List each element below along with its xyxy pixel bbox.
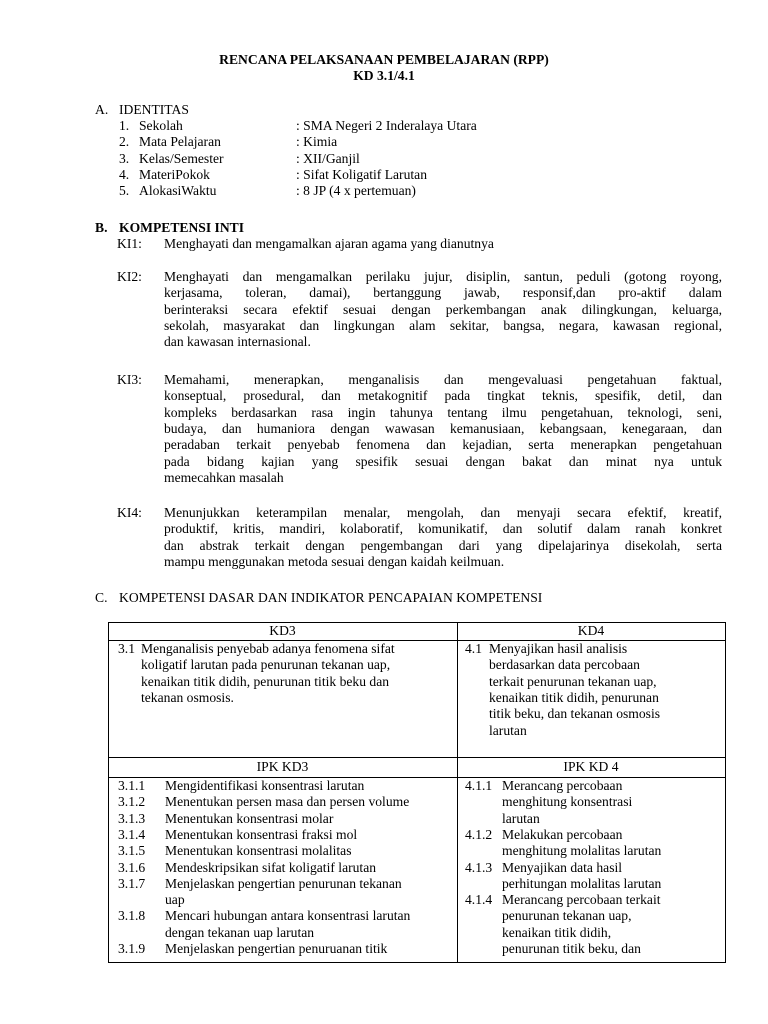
identitas-number: 4. — [119, 166, 130, 182]
kd3-text-line: koligatif larutan pada penurunan tekanan uap, — [141, 657, 391, 673]
ipk-kd3-item-number: 3.1.1 — [118, 778, 146, 793]
ipk-kd3-item-number: 3.1.9 — [118, 941, 146, 956]
identitas-label: Sekolah — [139, 118, 183, 133]
ipk-kd4-item-text-line: Menyajikan data hasil — [502, 859, 623, 875]
kd3-text-line: Menganalisis penyebab adanya fenomena sifat — [141, 641, 395, 656]
kd3-header: KD3 — [269, 623, 296, 638]
ipk-kd4-item-text-line: larutan — [502, 810, 540, 826]
section-c-heading: KOMPETENSI DASAR DAN INDIKATOR PENCAPAIAN KOMPETENSI — [119, 590, 543, 605]
kd3-text-line: kenaikan titik didih, penurunan titik beku dan — [141, 673, 390, 689]
identitas-number: 5. — [119, 183, 130, 199]
document-title: RENCANA PELAKSANAAN PEMBELAJARAN (RPP) — [219, 52, 549, 67]
ipk-kd3-item-text-line: Mendeskripsikan sifat koligatif larutan — [165, 859, 377, 875]
ipk-kd4-item-text-line: Merancang percobaan terkait — [502, 892, 661, 908]
identitas-value: : XII/Ganjil — [296, 150, 360, 166]
ipk-kd4-item-number: 4.1.3 — [465, 859, 493, 875]
table-border — [108, 622, 109, 963]
ki-text-line: dan abstrak terkait dengan pengembangan dari yang dipelajarinya disekolah, serta — [164, 537, 722, 553]
ki-text-line: konseptual, prosedural, dan metakognitif pada tingkat teknis, spesifik, detil, dan — [164, 388, 722, 404]
identitas-value: : Kimia — [296, 134, 338, 150]
identitas-label: MateriPokok — [139, 166, 210, 182]
kd4-text-line: kenaikan titik didih, penurunan — [489, 689, 659, 705]
ipk-kd4-item-text-line: perhitungan molalitas larutan — [502, 875, 662, 891]
ki-text-line: memecahkan masalah — [164, 469, 284, 485]
ipk-kd3-item-number: 3.1.6 — [118, 859, 146, 875]
table-border — [725, 622, 726, 963]
identitas-value: : 8 JP (4 x pertemuan) — [296, 183, 416, 199]
ipk-kd4-item-text-line: menghitung konsentrasi — [502, 794, 633, 810]
identitas-label: Mata Pelajaran — [139, 134, 221, 150]
ki-text-line: berinteraksi secara efektif sesuai dengan perkembangan anak dilingkungan, keluarga, — [164, 301, 722, 317]
ki-text-line: budaya, dan humaniora dengan wawasan kemanusiaan, kebangsaan, kenegaraan, dan — [164, 420, 722, 436]
ki-text-line: Menunjukkan keterampilan menalar, mengolah, dan menyaji secara efektif, kreatif, — [164, 505, 722, 520]
ki-text-line: Memahami, menerapkan, menganalisis dan mengevaluasi pengetahuan faktual, — [164, 372, 722, 387]
ipk-kd3-item-text-line: Menentukan konsentrasi molalitas — [165, 843, 352, 859]
ipk-kd4-item-number: 4.1.2 — [465, 826, 493, 842]
kd4-number: 4.1 — [465, 641, 482, 656]
kd3-text-line: tekanan osmosis. — [141, 689, 234, 705]
ipk-kd3-item-text-line: Menentukan persen masa dan persen volume — [165, 794, 410, 810]
ipk-kd3-item-text-line: Mencari hubungan antara konsentrasi larutan — [165, 908, 411, 924]
ipk-kd3-item-text-line: Menjelaskan pengertian penuruanan titik — [165, 941, 388, 956]
table-border — [108, 757, 726, 758]
table-border — [108, 962, 726, 963]
ipk-kd3-item-text-line: Menentukan konsentrasi molar — [165, 810, 334, 826]
ipk-kd4-item-text-line: penurunan titik beku, dan — [502, 941, 641, 956]
document-subtitle: KD 3.1/4.1 — [353, 68, 415, 83]
ipk-kd3-item-number: 3.1.2 — [118, 794, 146, 810]
ipk-kd4-item-text-line: kenaikan titik didih, — [502, 924, 612, 940]
ipk-kd3-item-text-line: Menjelaskan pengertian penurunan tekanan — [165, 875, 402, 891]
section-a-letter: A. — [95, 102, 109, 117]
ipk-kd3-item-number: 3.1.4 — [118, 826, 146, 842]
ipk-kd4-item-text-line: penurunan tekanan uap, — [502, 908, 632, 924]
section-c-letter: C. — [95, 590, 108, 605]
ki-text-line: kompleks berdasarkan rasa ingin tahunya tentang ilmu pengetahuan, teknologi, seni, — [164, 404, 722, 420]
section-a-heading: IDENTITAS — [119, 102, 189, 117]
ipk-kd4-header: IPK KD 4 — [563, 759, 619, 774]
ki-text-line: pada bidang kajian yang spesifik sesuai dengan bakat dan minat nya untuk — [164, 453, 722, 469]
section-b-heading: KOMPETENSI INTI — [119, 220, 245, 235]
identitas-number: 1. — [119, 118, 130, 133]
kd4-text-line: titik beku, dan tekanan osmosis — [489, 706, 661, 722]
kd4-text-line: berdasarkan data percobaan — [489, 657, 640, 673]
kd4-text-line: terkait penurunan tekanan uap, — [489, 673, 657, 689]
ipk-kd4-item-number: 4.1.4 — [465, 892, 493, 908]
identitas-label: AlokasiWaktu — [139, 183, 217, 199]
ki-text-line: dan kawasan internasional. — [164, 334, 311, 350]
ipk-kd3-item-text-line: uap — [165, 892, 185, 908]
ipk-kd3-item-text-line: Mengidentifikasi konsentrasi larutan — [165, 778, 365, 793]
ipk-kd3-item-text-line: Menentukan konsentrasi fraksi mol — [165, 826, 358, 842]
kd4-text-line: larutan — [489, 722, 527, 738]
ipk-kd3-item-number: 3.1.5 — [118, 843, 146, 859]
identitas-value: : Sifat Koligatif Larutan — [296, 166, 427, 182]
ki-text-line: Menghayati dan mengamalkan ajaran agama yang dianutnya — [164, 236, 494, 251]
ki-text-line: Menghayati dan mengamalkan perilaku jujur, disiplin, santun, peduli (gotong royong, — [164, 269, 722, 284]
ki-text-line: mampu menggunakan metoda sesuai dengan kaidah keilmuan. — [164, 553, 505, 569]
table-border — [457, 622, 458, 963]
ipk-kd3-item-number: 3.1.8 — [118, 908, 146, 924]
identitas-label: Kelas/Semester — [139, 150, 224, 166]
section-b-letter: B. — [95, 220, 108, 235]
identitas-number: 2. — [119, 134, 130, 150]
ki-label: KI3: — [117, 372, 142, 387]
ipk-kd3-item-text-line: dengan tekanan uap larutan — [165, 924, 315, 940]
kd3-number: 3.1 — [118, 641, 135, 656]
ipk-kd3-item-number: 3.1.7 — [118, 875, 146, 891]
ipk-kd4-item-text-line: menghitung molalitas larutan — [502, 843, 662, 859]
identitas-number: 3. — [119, 150, 130, 166]
ki-text-line: sekolah, masyarakat dan lingkungan alam sekitar, bangsa, negara, kawasan regional, — [164, 317, 722, 333]
ipk-kd4-item-number: 4.1.1 — [465, 778, 493, 793]
ki-label: KI4: — [117, 505, 142, 520]
ki-text-line: kerjasama, toleran, damai), bertanggung jawab, responsif,dan pro-aktif dalam — [164, 285, 722, 301]
ipk-kd4-item-text-line: Melakukan percobaan — [502, 826, 623, 842]
kd4-header: KD4 — [577, 623, 605, 638]
identitas-value: : SMA Negeri 2 Inderalaya Utara — [296, 118, 477, 133]
ki-text-line: peradaban terkait penyebab fenomena dan kejadian, serta menerapkan pengetahuan — [164, 437, 722, 453]
ki-text-line: produktif, kritis, mandiri, kolaboratif, komunikatif, dan solutif dalam ranah konkret — [164, 521, 722, 537]
ipk-kd3-header: IPK KD3 — [256, 759, 309, 774]
kd4-text-line: Menyajikan hasil analisis — [489, 641, 628, 656]
ipk-kd3-item-number: 3.1.3 — [118, 810, 146, 826]
ki-label: KI1: — [117, 236, 142, 251]
ki-label: KI2: — [117, 269, 142, 284]
ipk-kd4-item-text-line: Merancang percobaan — [502, 778, 623, 793]
